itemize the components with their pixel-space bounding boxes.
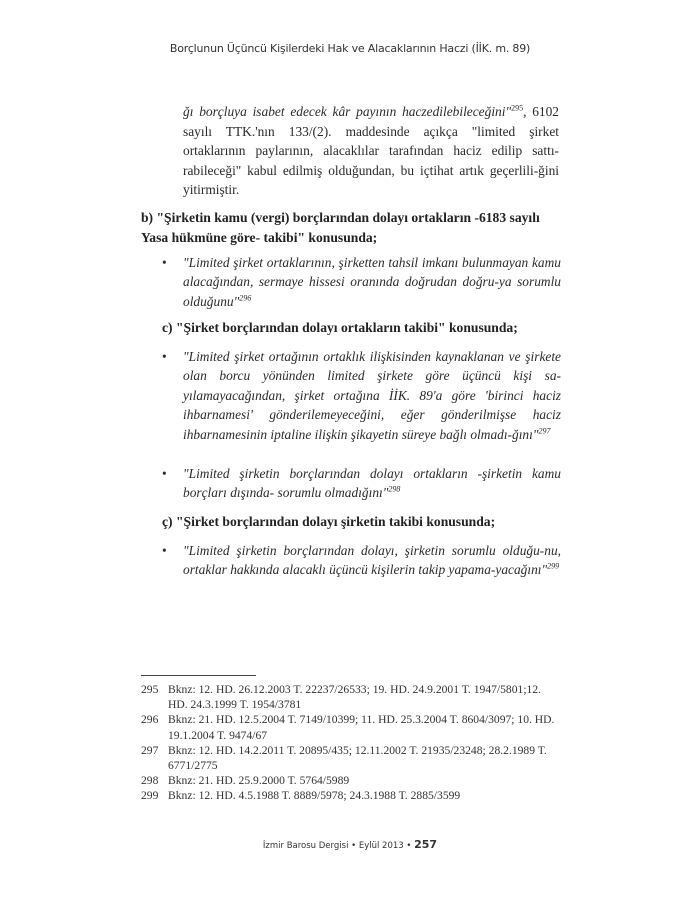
bullet-marker: • bbox=[162, 543, 167, 558]
bullet-marker: • bbox=[162, 466, 167, 481]
bullet-marker: • bbox=[162, 255, 167, 270]
footnote-text: Bknz: 21. HD. 12.5.2004 T. 7149/10399; 11. HD. 25.3.2004 T. 8604/3097; 10. HD. 19.1.2004 T. 9474/67 bbox=[168, 713, 555, 742]
footnote-number: 296 bbox=[141, 713, 159, 727]
footnote-ref-297[interactable]: 297 bbox=[538, 426, 551, 436]
bullet-item bbox=[162, 253, 561, 311]
footnote-item bbox=[141, 788, 561, 803]
bullet-text: "Limited şirketin borçlarından dolayı, şirketin sorumlu olduğu-nu, ortaklar hakkında alacaklı üçüncü kişilerin takip yapama-yacağını" bbox=[183, 543, 561, 578]
page-footer bbox=[0, 838, 700, 851]
section-heading-c-cedilla: ç) "Şirket borçlarından dolayı şirketin takibi konusunda; bbox=[162, 514, 496, 529]
footnote-divider bbox=[141, 675, 256, 676]
bullet-marker: • bbox=[162, 349, 167, 364]
footnote-item bbox=[141, 773, 561, 788]
footnote-ref-295[interactable]: 295 bbox=[511, 103, 524, 113]
page-number: 257 bbox=[414, 838, 438, 851]
bullet-item bbox=[162, 464, 561, 503]
bullet-item bbox=[162, 347, 561, 444]
footnotes-list bbox=[141, 682, 561, 804]
footnote-text: Bknz: 21. HD. 25.9.2000 T. 5764/5989 bbox=[168, 774, 350, 788]
section-heading-c: c) "Şirket borçlarından dolayı ortakların takibi" konusunda; bbox=[162, 320, 518, 335]
footnote-ref-296[interactable]: 296 bbox=[239, 293, 252, 303]
footnote-number: 298 bbox=[141, 774, 159, 788]
footnote-text: Bknz: 12. HD. 14.2.2011 T. 20895/435; 12.11.2002 T. 21935/23248; 28.2.1989 T. 6771/2775 bbox=[168, 743, 547, 773]
bullet-text: "Limited şirketin borçlarından dolayı ortakların -şirketin kamu borçları dışında- sorumlu olmadığını" bbox=[183, 466, 561, 501]
footnote-item bbox=[141, 743, 561, 773]
bullet-text: "Limited şirket ortaklarının, şirketten tahsil imkanı bulunmayan kamu alacağından, sermaye hissesi oranında doğrudan doğru-ya sorumlu olduğunu" bbox=[183, 255, 561, 309]
footnote-number: 297 bbox=[141, 743, 159, 757]
footnote-text: Bknz: 12. HD. 26.12.2003 T. 22237/26533; 19. HD. 24.9.2001 T. 1947/5801;12. HD. 24.3.1999 T. 1954/3781 bbox=[168, 683, 542, 712]
footnote-number: 299 bbox=[141, 789, 159, 803]
footnote-number: 295 bbox=[141, 683, 159, 696]
intro-italic-text: ğı borçluya isabet edecek kâr payının haczedilebileceğini" bbox=[183, 104, 512, 119]
bullet-item bbox=[162, 541, 561, 580]
footnote-ref-299[interactable]: 299 bbox=[547, 561, 560, 571]
intro-rest-text: , 6102 sayılı TTK.'nın 133/(2). maddesinde açıkça "limited şirket ortaklarının paylarının, alacaklılar tarafından haciz edilip sattı-rabileceği" kabul edilmiş olduğundan, bu içtihat artık geçerlili-ğini yitirmiştir. bbox=[183, 104, 559, 198]
footnote-text: Bknz: 12. HD. 4.5.1988 T. 8889/5978; 24.3.1988 T. 2885/3599 bbox=[168, 789, 461, 803]
footnote-item bbox=[141, 682, 561, 712]
intro-paragraph bbox=[183, 102, 559, 200]
running-header: Borçlunun Üçüncü Kişilerdeki Hak ve Alacaklarının Haczi (İİK. m. 89) bbox=[169, 42, 531, 55]
footnote-ref-298[interactable]: 298 bbox=[388, 484, 401, 494]
journal-name: İzmir Barosu Dergisi • Eylül 2013 • bbox=[262, 841, 412, 851]
footnote-item bbox=[141, 712, 561, 742]
bullet-text: "Limited şirket ortağının ortaklık ilişkisinden kaynaklanan ve şirkete olan borcu yönünden limited şirkete göre üçüncü kişi sa-yılamayacağından, şirket ortağına İİK. 89'a göre 'birinci haciz ihbarnamesi' gönderilemeyeceğini, eğer gönderilmişse haciz ihbarnamesinin iptaline ilişkin şikayetin süreye bağlı olmadı-ğını" bbox=[183, 349, 561, 442]
section-heading-b: b) "Şirketin kamu (vergi) borçlarından dolayı ortakların -6183 sayılı Yasa hükmüne göre- takibi" konusunda; bbox=[141, 210, 540, 245]
